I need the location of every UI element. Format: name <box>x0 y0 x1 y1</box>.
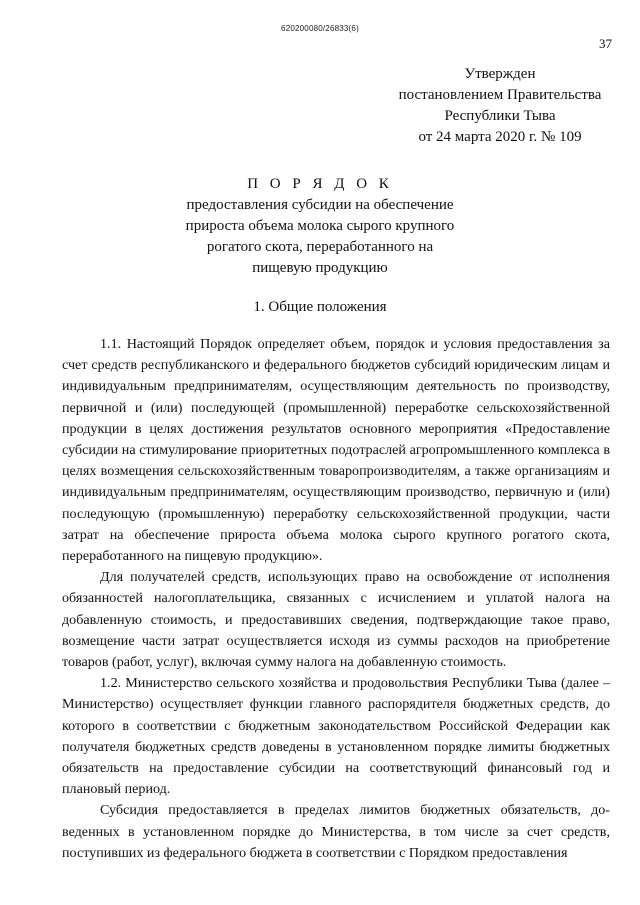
approval-stamp-block <box>380 64 620 148</box>
document-title-block <box>0 174 640 279</box>
paragraph-1-1: 1.1. Настоящий Порядок определяет объем, порядок и условия предоставления за счет средств республиканского и федерального бюджетов субсидий юридическим лицам и индивидуальным предпринимателям, осуществляющим деятельность по производству, первичной и (или) последующей (промышленной) переработке сельскохозяйственной продукции в целях достижения результатов основного мероприятия «Предоставление субсидии на стимулирование приоритетных подотраслей агропромышленного комплекса в целях возмещения сельскохозяйственным товаропроизводителям, а также организациям и индивидуальным предпринимателям, осуществляющим производство, первичную и (или) последующую (промышленную) переработку сельскохозяйственной продукции, части затрат на обеспечение прироста объема молока сырого крупного рогатого скота, переработанного на пищевую продукцию». <box>62 336 610 565</box>
document-title: П О Р Я Д О К <box>247 176 393 192</box>
section-heading: 1. Общие положения <box>253 299 387 315</box>
approval-line-republic: Республики Тыва <box>444 108 556 124</box>
subtitle-line: прироста объема молока сырого крупного <box>185 218 455 234</box>
paragraph-1-2: 1.2. Министерство сельского хозяйства и продовольствия Республики Тыва (далее – Министерство) осуществляет функции главного распорядителя бюджетных средств, до которого в соответствии с бюджетным законодательством Российской Федерации как получателя бюджетных средств доведены в установленном порядке лимиты бюджетных обязательств на предоставление субсидии на соответствующий финансовый год и плановый период. <box>62 675 610 798</box>
approval-line-resolution: постановлением Правительства <box>398 87 602 103</box>
document-subtitle <box>0 195 640 279</box>
paragraph-vat: Для получателей средств, использующих право на освобождение от исполнения обязанностей налогоплательщика, связанных с исчислением и уплатой налога на добавленную стоимость, и предоставивших сведения, подтверждающие такое право, возмещение части затрат осуществляется исходя из суммы расходов на приобретение товаров (работ, услуг), включая сумму налога на добавленную стоимость. <box>62 569 610 671</box>
approval-line-approved: Утвержден <box>464 66 536 82</box>
document-body <box>62 334 610 864</box>
subtitle-line: пищевую продукцию <box>252 260 388 276</box>
page-number: 37 <box>599 36 612 51</box>
subtitle-line: рогатого скота, переработанного на <box>206 239 434 255</box>
paragraph-subsidy-limits: Субсидия предоставляется в пределах лимитов бюджетных обязательств, доведенных в установленном порядке до Министерства, в том числе за счет средств, поступивших из федерального бюджета в соответствии с Порядком предоставления <box>62 802 610 861</box>
subtitle-line: предоставления субсидии на обеспечение <box>186 197 454 213</box>
approval-line-date: от 24 марта 2020 г. № 109 <box>418 129 582 145</box>
document-code: 620200080/26833(6) <box>281 24 359 33</box>
